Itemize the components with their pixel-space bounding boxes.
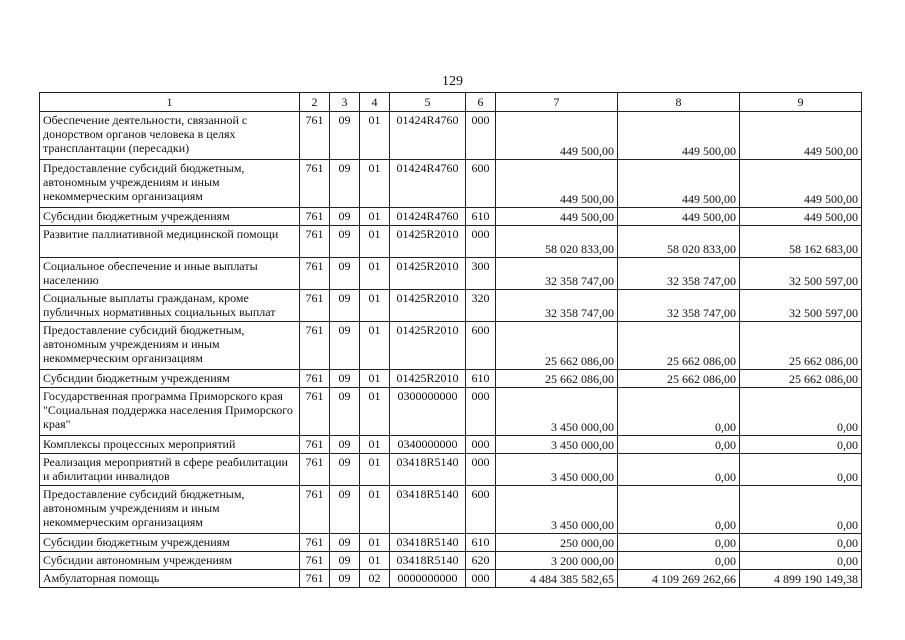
amount-col-8: 449 500,00 bbox=[618, 208, 740, 226]
expense-type-code: 600 bbox=[466, 160, 496, 208]
table-row bbox=[40, 258, 862, 290]
section-code: 09 bbox=[330, 322, 360, 370]
amount-col-9: 58 162 683,00 bbox=[740, 226, 862, 258]
amount-col-8: 0,00 bbox=[618, 534, 740, 552]
item-name: Амбулаторная помощь bbox=[40, 570, 300, 588]
amount-col-9: 449 500,00 bbox=[740, 208, 862, 226]
target-article-code: 03418R5140 bbox=[390, 552, 466, 570]
item-name: Развитие паллиативной медицинской помощи bbox=[40, 226, 300, 258]
table-row bbox=[40, 388, 862, 436]
item-name: Реализация мероприятий в сфере реабилитации и абилитации инвалидов bbox=[40, 454, 300, 486]
subsection-code: 01 bbox=[360, 486, 390, 534]
amount-col-8: 25 662 086,00 bbox=[618, 322, 740, 370]
table-body bbox=[40, 112, 862, 588]
section-code: 09 bbox=[330, 226, 360, 258]
subsection-code: 01 bbox=[360, 160, 390, 208]
ministry-code: 761 bbox=[300, 534, 330, 552]
amount-col-7: 32 358 747,00 bbox=[496, 258, 618, 290]
subsection-code: 01 bbox=[360, 534, 390, 552]
col-header: 7 bbox=[496, 93, 618, 112]
target-article-code: 01425R2010 bbox=[390, 322, 466, 370]
section-code: 09 bbox=[330, 486, 360, 534]
table-row bbox=[40, 322, 862, 370]
amount-col-7: 3 450 000,00 bbox=[496, 486, 618, 534]
item-name: Обеспечение деятельности, связанной с донорством органов человека в целях трансплантации (пересадки) bbox=[40, 112, 300, 160]
target-article-code: 0300000000 bbox=[390, 388, 466, 436]
item-name: Социальное обеспечение и иные выплаты населению bbox=[40, 258, 300, 290]
expense-type-code: 000 bbox=[466, 570, 496, 588]
subsection-code: 01 bbox=[360, 388, 390, 436]
header-row bbox=[40, 93, 862, 112]
subsection-code: 01 bbox=[360, 370, 390, 388]
amount-col-8: 58 020 833,00 bbox=[618, 226, 740, 258]
section-code: 09 bbox=[330, 552, 360, 570]
table-row bbox=[40, 112, 862, 160]
expense-type-code: 300 bbox=[466, 258, 496, 290]
table-row bbox=[40, 436, 862, 454]
item-name: Субсидии автономным учреждениям bbox=[40, 552, 300, 570]
table-row bbox=[40, 160, 862, 208]
section-code: 09 bbox=[330, 160, 360, 208]
amount-col-7: 250 000,00 bbox=[496, 534, 618, 552]
table-row bbox=[40, 570, 862, 588]
section-code: 09 bbox=[330, 290, 360, 322]
amount-col-8: 32 358 747,00 bbox=[618, 258, 740, 290]
ministry-code: 761 bbox=[300, 570, 330, 588]
expense-type-code: 000 bbox=[466, 112, 496, 160]
table-row bbox=[40, 454, 862, 486]
target-article-code: 01425R2010 bbox=[390, 370, 466, 388]
expense-type-code: 610 bbox=[466, 534, 496, 552]
amount-col-7: 449 500,00 bbox=[496, 112, 618, 160]
amount-col-9: 0,00 bbox=[740, 486, 862, 534]
amount-col-9: 0,00 bbox=[740, 534, 862, 552]
ministry-code: 761 bbox=[300, 486, 330, 534]
item-name: Государственная программа Приморского края "Социальная поддержка населения Приморского края" bbox=[40, 388, 300, 436]
amount-col-8: 25 662 086,00 bbox=[618, 370, 740, 388]
item-name: Субсидии бюджетным учреждениям bbox=[40, 534, 300, 552]
amount-col-8: 0,00 bbox=[618, 454, 740, 486]
amount-col-9: 0,00 bbox=[740, 552, 862, 570]
subsection-code: 01 bbox=[360, 226, 390, 258]
page-number: 129 bbox=[442, 74, 463, 89]
target-article-code: 01425R2010 bbox=[390, 258, 466, 290]
ministry-code: 761 bbox=[300, 436, 330, 454]
amount-col-7: 25 662 086,00 bbox=[496, 370, 618, 388]
section-code: 09 bbox=[330, 436, 360, 454]
ministry-code: 761 bbox=[300, 160, 330, 208]
col-header: 8 bbox=[618, 93, 740, 112]
item-name: Предоставление субсидий бюджетным, автономным учреждениям и иным некоммерческим организациям bbox=[40, 486, 300, 534]
amount-col-7: 3 450 000,00 bbox=[496, 388, 618, 436]
table-row bbox=[40, 370, 862, 388]
amount-col-9: 0,00 bbox=[740, 454, 862, 486]
item-name: Комплексы процессных мероприятий bbox=[40, 436, 300, 454]
expense-type-code: 000 bbox=[466, 436, 496, 454]
section-code: 09 bbox=[330, 258, 360, 290]
col-header: 4 bbox=[360, 93, 390, 112]
target-article-code: 01424R4760 bbox=[390, 208, 466, 226]
amount-col-8: 0,00 bbox=[618, 486, 740, 534]
ministry-code: 761 bbox=[300, 290, 330, 322]
expense-type-code: 320 bbox=[466, 290, 496, 322]
amount-col-7: 3 450 000,00 bbox=[496, 454, 618, 486]
subsection-code: 01 bbox=[360, 454, 390, 486]
amount-col-7: 58 020 833,00 bbox=[496, 226, 618, 258]
item-name: Субсидии бюджетным учреждениям bbox=[40, 370, 300, 388]
ministry-code: 761 bbox=[300, 226, 330, 258]
amount-col-8: 449 500,00 bbox=[618, 160, 740, 208]
subsection-code: 01 bbox=[360, 290, 390, 322]
ministry-code: 761 bbox=[300, 258, 330, 290]
ministry-code: 761 bbox=[300, 112, 330, 160]
target-article-code: 01424R4760 bbox=[390, 160, 466, 208]
target-article-code: 03418R5140 bbox=[390, 486, 466, 534]
section-code: 09 bbox=[330, 370, 360, 388]
amount-col-7: 3 450 000,00 bbox=[496, 436, 618, 454]
subsection-code: 01 bbox=[360, 208, 390, 226]
col-header: 3 bbox=[330, 93, 360, 112]
ministry-code: 761 bbox=[300, 552, 330, 570]
amount-col-9: 25 662 086,00 bbox=[740, 370, 862, 388]
section-code: 09 bbox=[330, 388, 360, 436]
amount-col-8: 0,00 bbox=[618, 388, 740, 436]
expense-type-code: 000 bbox=[466, 226, 496, 258]
ministry-code: 761 bbox=[300, 322, 330, 370]
section-code: 09 bbox=[330, 570, 360, 588]
target-article-code: 03418R5140 bbox=[390, 454, 466, 486]
item-name: Предоставление субсидий бюджетным, автономным учреждениям и иным некоммерческим организациям bbox=[40, 322, 300, 370]
budget-table bbox=[39, 92, 862, 588]
table-row bbox=[40, 290, 862, 322]
amount-col-8: 4 109 269 262,66 bbox=[618, 570, 740, 588]
subsection-code: 01 bbox=[360, 112, 390, 160]
amount-col-7: 3 200 000,00 bbox=[496, 552, 618, 570]
col-header: 9 bbox=[740, 93, 862, 112]
expense-type-code: 000 bbox=[466, 388, 496, 436]
amount-col-7: 449 500,00 bbox=[496, 160, 618, 208]
amount-col-9: 32 500 597,00 bbox=[740, 258, 862, 290]
subsection-code: 01 bbox=[360, 552, 390, 570]
subsection-code: 01 bbox=[360, 436, 390, 454]
item-name: Предоставление субсидий бюджетным, автономным учреждениям и иным некоммерческим организациям bbox=[40, 160, 300, 208]
expense-type-code: 000 bbox=[466, 454, 496, 486]
amount-col-9: 32 500 597,00 bbox=[740, 290, 862, 322]
item-name: Социальные выплаты гражданам, кроме публичных нормативных социальных выплат bbox=[40, 290, 300, 322]
target-article-code: 01424R4760 bbox=[390, 112, 466, 160]
table-row bbox=[40, 486, 862, 534]
amount-col-8: 32 358 747,00 bbox=[618, 290, 740, 322]
expense-type-code: 600 bbox=[466, 322, 496, 370]
target-article-code: 03418R5140 bbox=[390, 534, 466, 552]
section-code: 09 bbox=[330, 534, 360, 552]
amount-col-8: 0,00 bbox=[618, 552, 740, 570]
expense-type-code: 610 bbox=[466, 370, 496, 388]
amount-col-9: 449 500,00 bbox=[740, 160, 862, 208]
table-row bbox=[40, 552, 862, 570]
col-header: 2 bbox=[300, 93, 330, 112]
amount-col-9: 449 500,00 bbox=[740, 112, 862, 160]
ministry-code: 761 bbox=[300, 370, 330, 388]
section-code: 09 bbox=[330, 208, 360, 226]
table-row bbox=[40, 208, 862, 226]
amount-col-7: 32 358 747,00 bbox=[496, 290, 618, 322]
col-header: 5 bbox=[390, 93, 466, 112]
amount-col-9: 0,00 bbox=[740, 388, 862, 436]
table-row bbox=[40, 534, 862, 552]
subsection-code: 01 bbox=[360, 258, 390, 290]
subsection-code: 02 bbox=[360, 570, 390, 588]
expense-type-code: 600 bbox=[466, 486, 496, 534]
amount-col-9: 0,00 bbox=[740, 436, 862, 454]
amount-col-9: 25 662 086,00 bbox=[740, 322, 862, 370]
section-code: 09 bbox=[330, 454, 360, 486]
target-article-code: 01425R2010 bbox=[390, 226, 466, 258]
expense-type-code: 620 bbox=[466, 552, 496, 570]
amount-col-8: 0,00 bbox=[618, 436, 740, 454]
target-article-code: 0340000000 bbox=[390, 436, 466, 454]
col-header: 1 bbox=[40, 93, 300, 112]
amount-col-9: 4 899 190 149,38 bbox=[740, 570, 862, 588]
ministry-code: 761 bbox=[300, 388, 330, 436]
subsection-code: 01 bbox=[360, 322, 390, 370]
ministry-code: 761 bbox=[300, 208, 330, 226]
table-row bbox=[40, 226, 862, 258]
amount-col-7: 449 500,00 bbox=[496, 208, 618, 226]
amount-col-8: 449 500,00 bbox=[618, 112, 740, 160]
expense-type-code: 610 bbox=[466, 208, 496, 226]
target-article-code: 01425R2010 bbox=[390, 290, 466, 322]
section-code: 09 bbox=[330, 112, 360, 160]
amount-col-7: 25 662 086,00 bbox=[496, 322, 618, 370]
col-header: 6 bbox=[466, 93, 496, 112]
ministry-code: 761 bbox=[300, 454, 330, 486]
item-name: Субсидии бюджетным учреждениям bbox=[40, 208, 300, 226]
target-article-code: 0000000000 bbox=[390, 570, 466, 588]
amount-col-7: 4 484 385 582,65 bbox=[496, 570, 618, 588]
